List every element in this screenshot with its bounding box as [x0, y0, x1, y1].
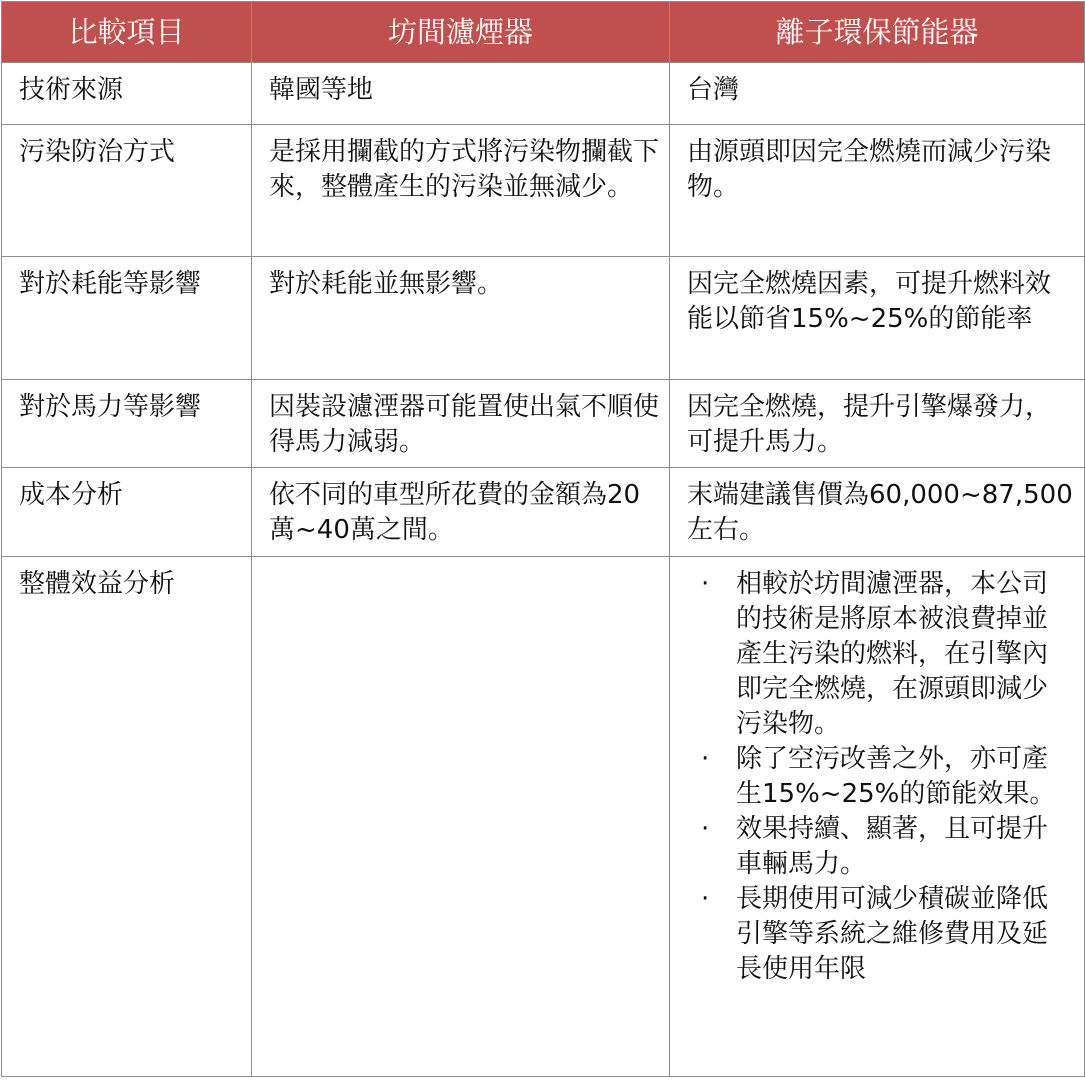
list-item-text: 相較於坊間濾湮器，本公司的技術是將原本被浪費掉並產生污染的燃料，在引擎內即完全燃燒，在源頭即減少污染物。	[736, 569, 1049, 739]
table-row	[2, 63, 1085, 125]
list-item-text: 除了空污改善之外，亦可產生15%~25%的節能效果。	[736, 744, 1056, 809]
bullet-icon: ·	[701, 884, 710, 914]
benefit-list	[687, 567, 1074, 987]
table-row	[2, 468, 1085, 557]
table-row	[2, 380, 1085, 468]
table-row	[2, 257, 1085, 380]
row-item: 技術來源	[2, 63, 252, 125]
list-item	[687, 812, 1074, 882]
table-row	[2, 125, 1085, 257]
list-item	[687, 567, 1074, 742]
list-item	[687, 882, 1074, 987]
list-item-text: 長期使用可減少積碳並降低引擎等系統之維修費用及延長使用年限	[736, 884, 1049, 984]
row-ion: 台灣	[670, 63, 1085, 125]
row-market: 對於耗能並無影響。	[252, 257, 670, 380]
row-market: 依不同的車型所花費的金額為20萬~40萬之間。	[252, 468, 670, 557]
row-market	[252, 557, 670, 1077]
list-item	[687, 742, 1074, 812]
bullet-icon: ·	[701, 814, 710, 844]
row-ion	[670, 557, 1085, 1077]
header-item: 比較項目	[2, 2, 252, 63]
row-ion: 因完全燃燒，提升引擎爆發力，可提升馬力。	[670, 380, 1085, 468]
bullet-icon: ·	[701, 569, 710, 599]
row-item: 整體效益分析	[2, 557, 252, 1077]
row-item: 對於馬力等影響	[2, 380, 252, 468]
row-item: 成本分析	[2, 468, 252, 557]
row-item: 對於耗能等影響	[2, 257, 252, 380]
row-item: 污染防治方式	[2, 125, 252, 257]
comparison-table	[1, 1, 1085, 1077]
row-market: 是採用攔截的方式將污染物攔截下來，整體產生的污染並無減少。	[252, 125, 670, 257]
bullet-icon: ·	[701, 744, 710, 774]
row-ion: 末端建議售價為60,000~87,500左右。	[670, 468, 1085, 557]
row-market: 韓國等地	[252, 63, 670, 125]
header-row	[2, 2, 1085, 63]
table-row	[2, 557, 1085, 1077]
header-market-filter: 坊間濾煙器	[252, 2, 670, 63]
header-ion-saver: 離子環保節能器	[670, 2, 1085, 63]
row-market: 因裝設濾湮器可能置使出氣不順使得馬力減弱。	[252, 380, 670, 468]
row-ion: 由源頭即因完全燃燒而減少污染物。	[670, 125, 1085, 257]
row-ion: 因完全燃燒因素，可提升燃料效能以節省15%~25%的節能率	[670, 257, 1085, 380]
list-item-text: 效果持續、顯著，且可提升車輛馬力。	[736, 814, 1049, 879]
